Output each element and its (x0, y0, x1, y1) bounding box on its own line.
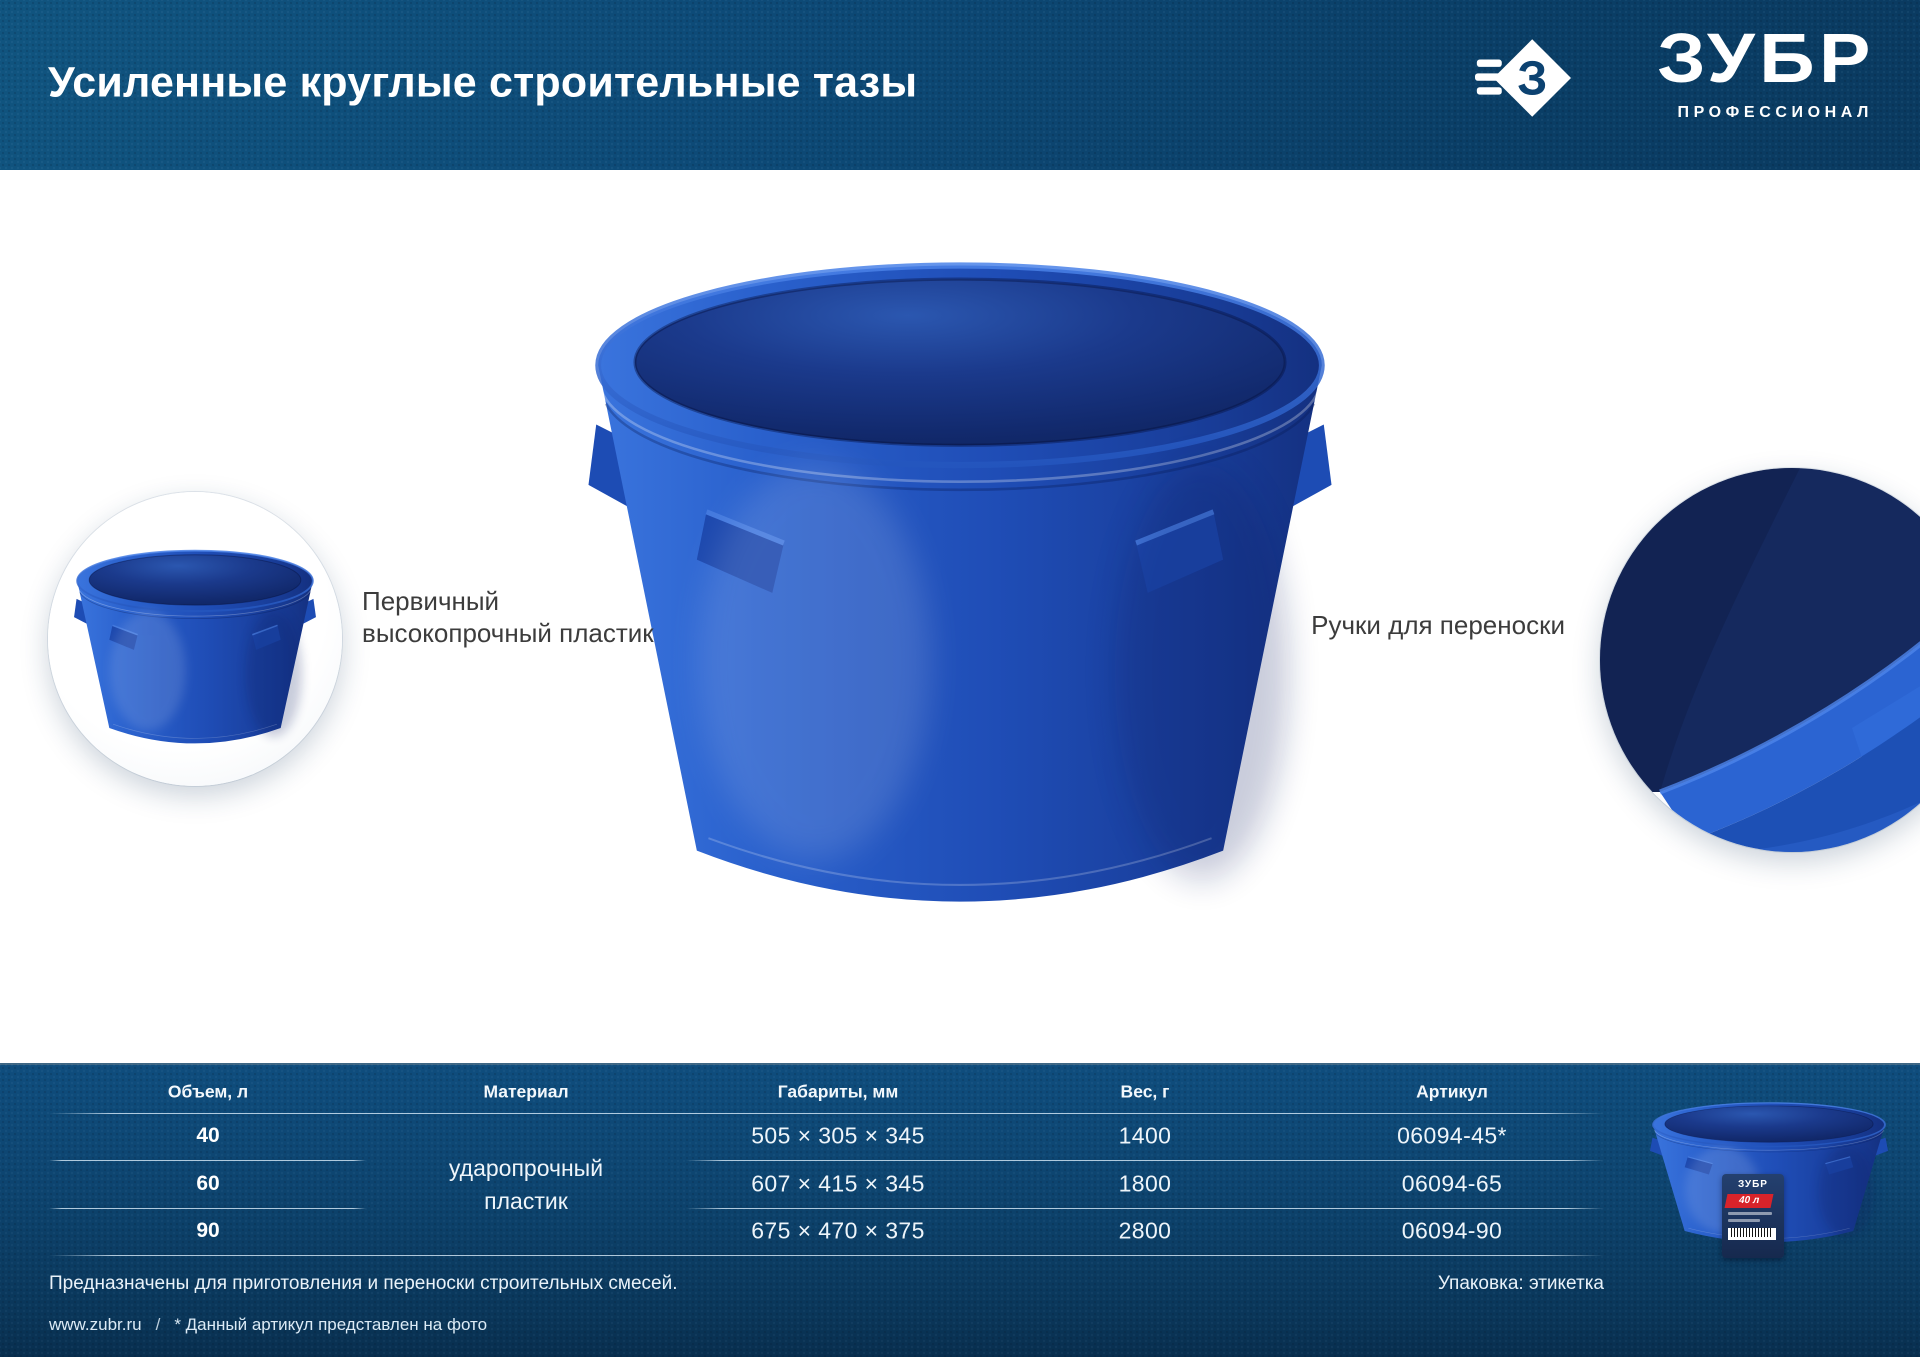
bucket-photo-small (69, 536, 321, 765)
cell-article-90: 06094-90 (1401, 1217, 1503, 1244)
footnote-note: * Данный артикул представлен на фото (174, 1315, 488, 1334)
cell-volume-60: 60 (196, 1172, 220, 1195)
cell-article-40: 06094-45* (1397, 1122, 1507, 1149)
divider-slash: / (155, 1315, 161, 1334)
callout-plastic (362, 585, 654, 649)
column-header-article: Артикул (1416, 1081, 1488, 1102)
column-header-material: Материал (483, 1081, 569, 1102)
table-header-separator (49, 1113, 1604, 1114)
cell-dimensions-90: 675 × 470 × 375 (751, 1217, 925, 1244)
callout-plastic-line1: Первичный (362, 586, 500, 616)
footnote-bottom (49, 1315, 487, 1335)
handle-closeup (1600, 468, 1920, 852)
cell-weight-60: 1800 (1118, 1170, 1172, 1197)
thumbnail-label (1722, 1174, 1784, 1258)
zubr-logo-icon (1475, 34, 1571, 122)
brand-name: ЗУБР (1657, 19, 1875, 97)
cell-volume-90: 90 (196, 1219, 220, 1242)
product-photo-bucket (573, 225, 1347, 965)
label-text-line (1728, 1212, 1772, 1215)
row-separator (49, 1208, 366, 1209)
cell-volume-40: 40 (196, 1124, 220, 1147)
cell-dimensions-40: 505 × 305 × 345 (751, 1122, 925, 1149)
spec-table-section (0, 1063, 1920, 1357)
column-header-volume: Объем, л (167, 1081, 249, 1102)
svg-text:З: З (1517, 52, 1548, 106)
column-header-dimensions: Габариты, мм (777, 1081, 899, 1102)
footnote-packaging: Упаковка: этикетка (1437, 1273, 1604, 1294)
cell-weight-40: 1400 (1118, 1122, 1172, 1149)
callout-plastic-line2: высокопрочный пластик (362, 618, 654, 648)
cell-article-60: 06094-65 (1401, 1170, 1503, 1197)
label-text-line (1728, 1219, 1760, 1222)
inset-plastic-photo (48, 492, 342, 786)
inset-handle-photo (1600, 468, 1920, 852)
volume-badge: 40 л (1725, 1194, 1774, 1208)
main-area (0, 170, 1920, 1063)
row-separator (49, 1160, 366, 1161)
header (0, 0, 1920, 173)
callout-handles: Ручки для переноски (1311, 610, 1565, 640)
column-header-weight: Вес, г (1120, 1081, 1170, 1102)
website-link[interactable]: www.zubr.ru (49, 1315, 142, 1334)
brand-subtitle: ПРОФЕССИОНАЛ (1677, 104, 1873, 121)
row-separator (686, 1208, 1604, 1209)
footnote-purpose: Предназначены для приготовления и переноски строительных смесей. (49, 1273, 678, 1294)
barcode (1728, 1228, 1776, 1240)
brand-logo (1475, 19, 1875, 146)
thumbnail-brand: ЗУБР (1738, 1179, 1768, 1190)
table-bottom-separator (49, 1255, 1604, 1256)
cell-dimensions-60: 607 × 415 × 345 (751, 1170, 925, 1197)
row-separator (686, 1160, 1604, 1161)
page-title: Усиленные круглые строительные тазы (48, 58, 918, 107)
cell-weight-90: 2800 (1118, 1217, 1172, 1244)
material-cell: ударопрочный пластик (448, 1155, 604, 1214)
